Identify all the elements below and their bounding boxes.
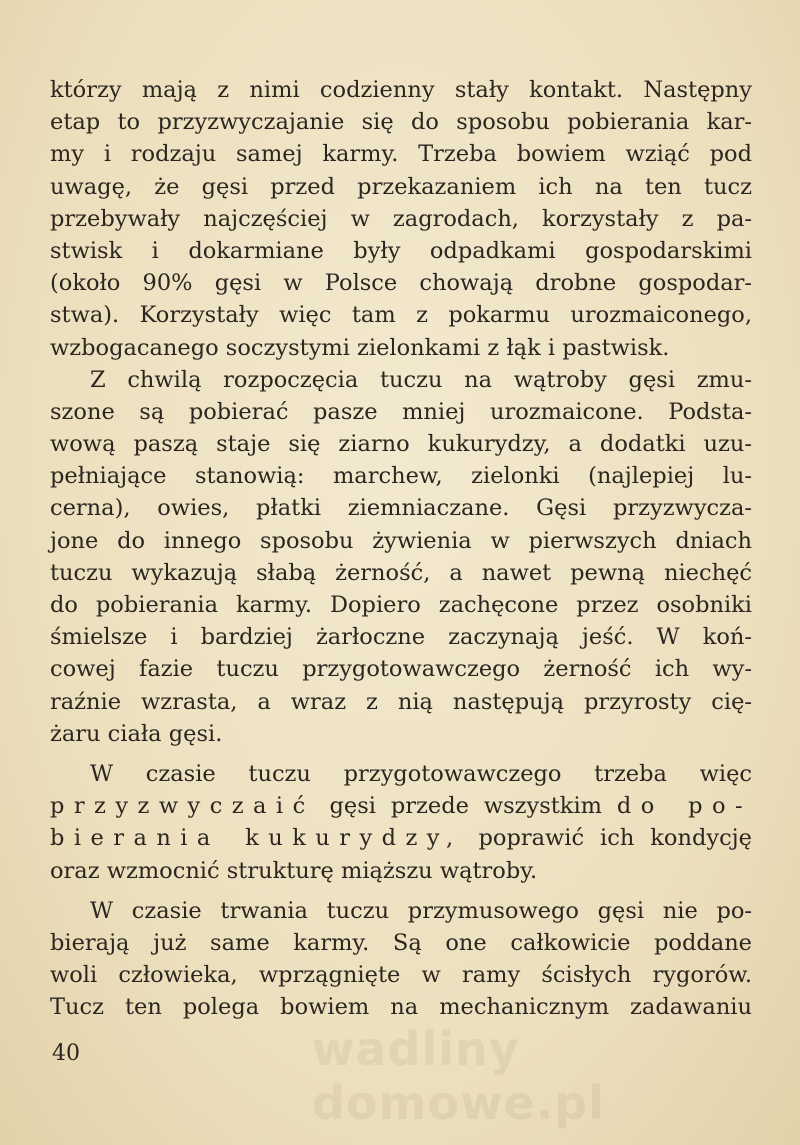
- text-line: pełniające stanowią: marchew, zielonki (najlepiej lu-: [50, 463, 752, 490]
- text-line: żaru ciała gęsi.: [50, 720, 223, 747]
- text-line: śmielsze i bardziej żarłoczne zaczynają jeść. W koń-: [50, 624, 752, 651]
- paragraph-1: [50, 74, 752, 364]
- text-line: W czasie tuczu przygotowawczego trzeba więc: [90, 760, 752, 787]
- watermark: wadliny domowe.pl: [312, 1022, 605, 1130]
- text-line: (około 90% gęsi w Polsce chowają drobne gospodar-: [50, 270, 752, 297]
- text-line: etap to przyzwyczajanie się do sposobu pobierania kar-: [50, 109, 752, 136]
- text-line: cerna), owies, płatki ziemniaczane. Gęsi przyzwycza-: [50, 495, 752, 522]
- text-line: W czasie trwania tuczu przymusowego gęsi nie po-: [90, 897, 752, 924]
- text-line: przebywały najczęściej w zagrodach, korzystały z pa-: [50, 205, 752, 232]
- paragraph-gap: [50, 750, 752, 758]
- page-number: 40: [52, 1041, 80, 1066]
- text-line: jone do innego sposobu żywienia w pierwszych dniach: [50, 527, 752, 554]
- text-line: cowej fazie tuczu przygotowawczego żerność ich wy-: [50, 656, 752, 683]
- text-line: wzbogacanego soczystymi zielonkami z łąk i pastwisk.: [50, 334, 670, 361]
- text-line: raźnie wzrasta, a wraz z nią następują przyrosty cię-: [50, 688, 752, 715]
- text-fragment: poprawić ich kondycję: [462, 825, 752, 852]
- text-line: tuczu wykazują słabą żerność, a nawet pewną niechęć: [50, 559, 752, 586]
- text-line: woli człowieka, wprzągnięte w ramy ścisłych rygorów.: [50, 962, 752, 989]
- text-line: stwisk i dokarmiane były odpadkami gospodarskimi: [50, 237, 752, 264]
- text-line: uwagę, że gęsi przed przekazaniem ich na ten tucz: [50, 173, 752, 200]
- text-line: szone są pobierać pasze mniej urozmaicone. Podsta-: [50, 398, 752, 425]
- text-line: do pobierania karmy. Dopiero zachęcone przez osobniki: [50, 592, 752, 618]
- text-fragment: gęsi przede wszystkim: [314, 793, 617, 820]
- text-line: którzy mają z nimi codzienny stały kontakt. Następny: [50, 77, 752, 103]
- text-line: Tucz ten polega bowiem na mechanicznym zadawaniu: [50, 994, 752, 1021]
- paragraph-4: [50, 895, 752, 1024]
- text-line: oraz wzmocnić strukturę miąższu wątroby.: [50, 857, 538, 884]
- paragraph-gap: [50, 887, 752, 895]
- text-line: Z chwilą rozpoczęcia tuczu na wątroby gęsi zmu-: [90, 366, 752, 393]
- paragraph-3: [50, 758, 752, 887]
- emphasized-text: bierania kukurydzy,: [50, 825, 463, 852]
- paragraph-2: [50, 364, 752, 750]
- emphasized-text: do po-: [616, 793, 752, 820]
- text-line: [50, 822, 752, 854]
- text-line: stwa). Korzystały więc tam z pokarmu urozmaiconego,: [50, 302, 752, 329]
- text-line: [50, 790, 752, 822]
- text-line: wową paszą staje się ziarno kukurydzy, a dodatki uzu-: [50, 431, 752, 458]
- body-text: [50, 74, 752, 1023]
- text-line: bierają już same karmy. Są one całkowicie poddane: [50, 929, 752, 956]
- text-line: my i rodzaju samej karmy. Trzeba bowiem wziąć pod: [50, 141, 752, 168]
- emphasized-text: przyzwyczaić: [50, 793, 315, 820]
